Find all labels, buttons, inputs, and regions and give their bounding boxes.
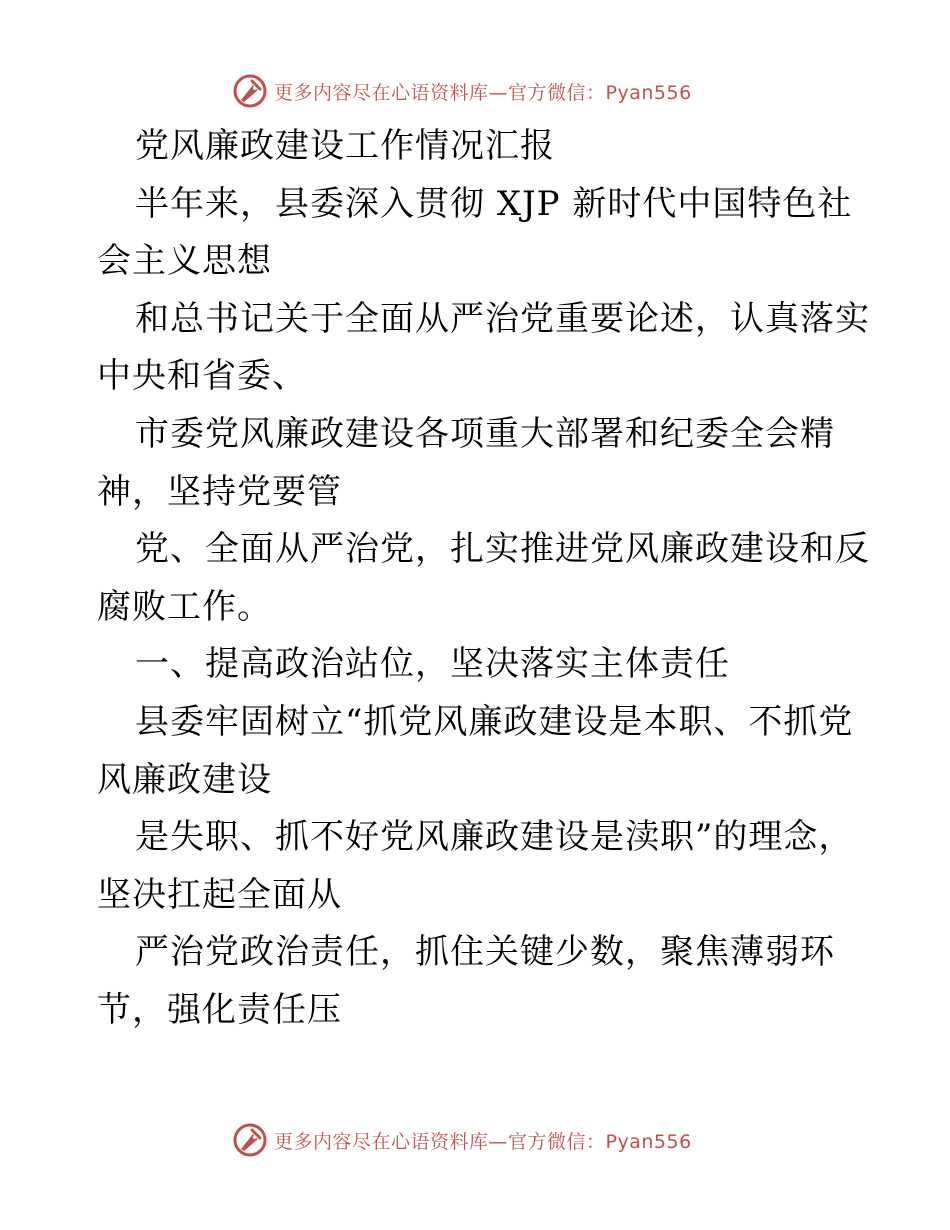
paragraph-line: 腐败工作。 [97,586,272,627]
paragraph-line: 严治党政治责任，抓住关键少数，聚焦薄弱环 [135,932,835,973]
paragraph-line: 风廉政建设 [97,759,272,800]
paragraph-line: 和总书记关于全面从严治党重要论述，认真落实 [135,298,870,339]
footer-watermark-banner [232,1120,712,1160]
paragraph-line: 坚决扛起全面从 [97,874,342,915]
paragraph-line: 市委党风廉政建设各项重大部署和纪委全会精 [135,413,835,454]
paragraph-line: 会主义思想 [97,241,272,282]
pen-nib-logo-icon [232,1122,268,1158]
paragraph-line: 中央和省委、 [97,356,307,397]
paragraph-line: 神，坚持党要管 [97,471,342,512]
paragraph-line: 党、全面从严治党，扎实推进党风廉政建设和反 [135,529,870,570]
paragraph-line: 是失职、抓不好党风廉政建设是渎职”的理念， [135,817,854,858]
paragraph-line: 半年来，县委深入贯彻 XJP 新时代中国特色社 [135,183,853,224]
document-title: 党风廉政建设工作情况汇报 [135,126,555,166]
paragraph-line: 县委牢固树立“抓党风廉政建设是本职、不抓党 [135,701,854,742]
header-watermark-banner [232,71,712,111]
paragraph-line: 节，强化责任压 [97,989,342,1030]
section-heading: 一、提高政治站位，坚决落实主体责任 [135,644,730,685]
pen-nib-logo-icon [232,73,268,109]
watermark-text: 更多内容尽在心语资料库—官方微信：Pyan556 [274,81,692,104]
watermark-text: 更多内容尽在心语资料库—官方微信：Pyan556 [274,1130,692,1153]
document-body [97,118,870,1040]
